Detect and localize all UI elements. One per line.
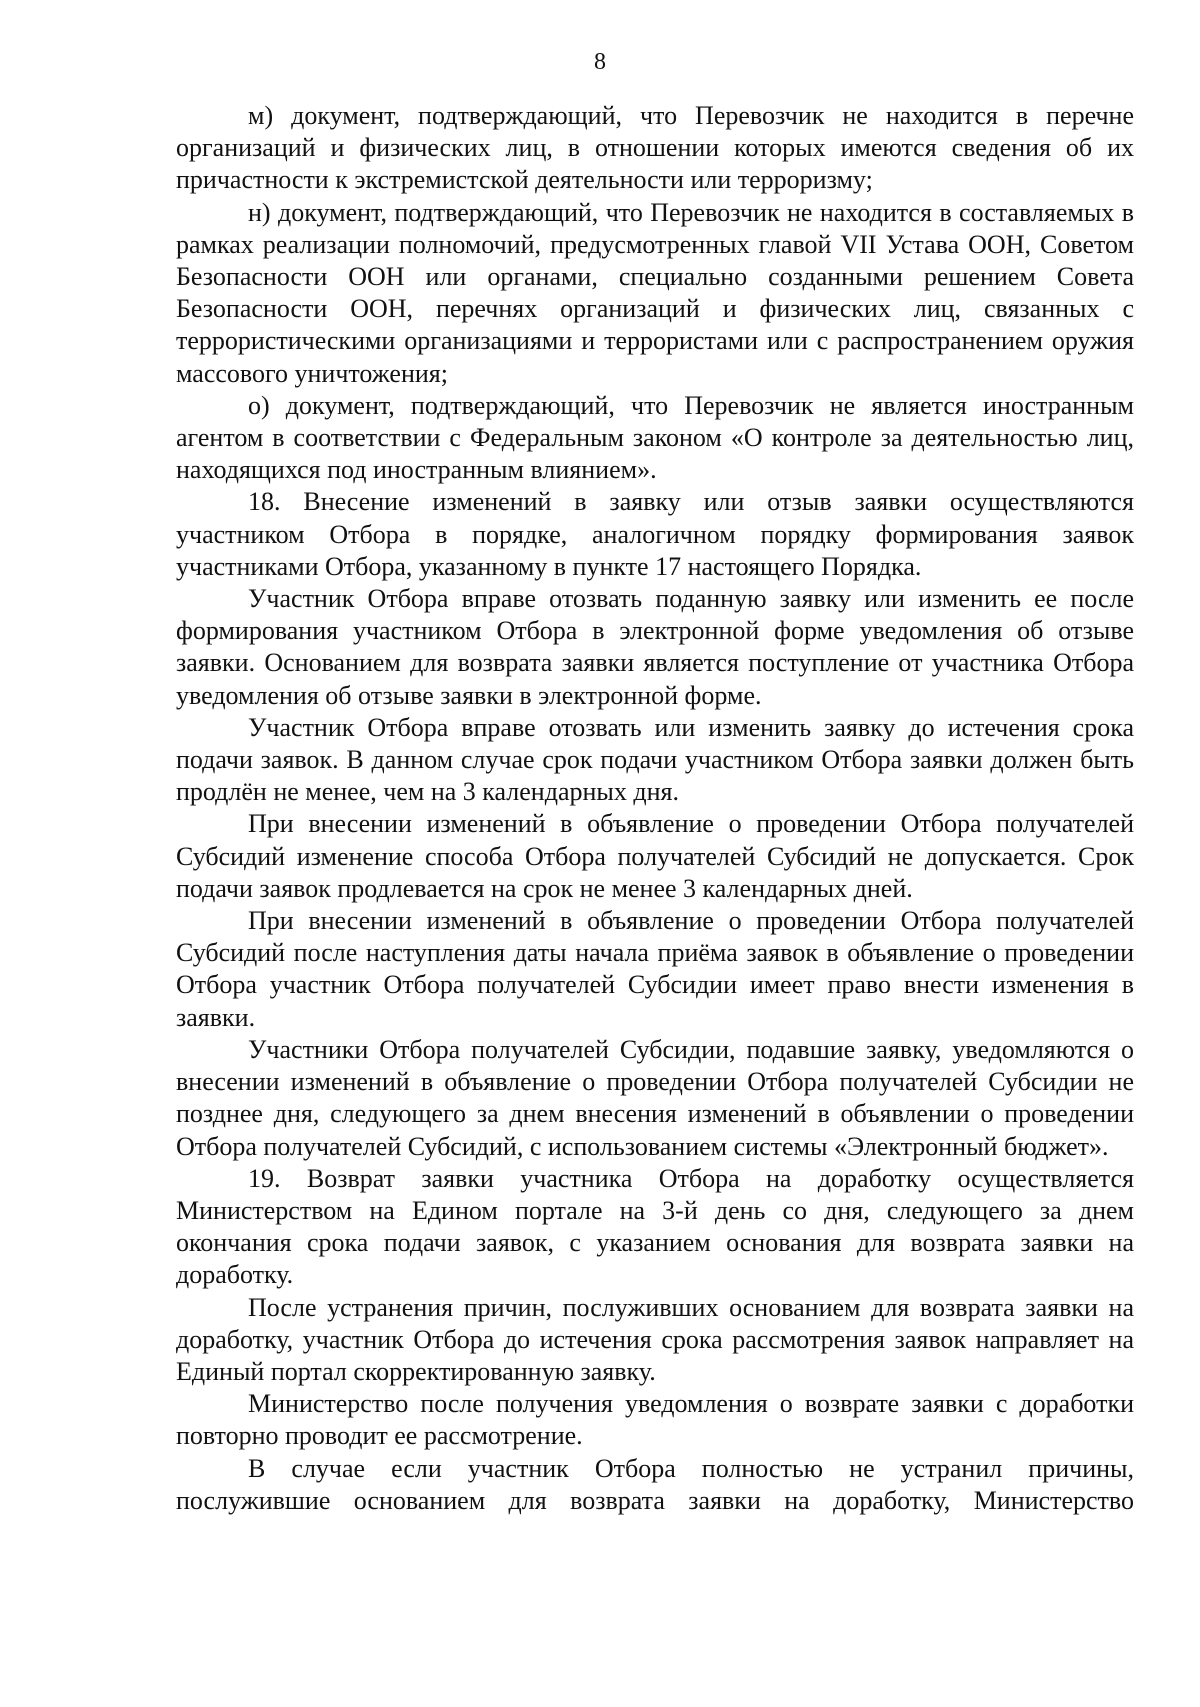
- document-body: [176, 100, 1134, 1517]
- paragraph-m: м) документ, подтверждающий, что Перевозчик не находится в перечне организаций и физических лиц, в отношении которых имеются сведения об их причастности к экстремистской деятельности или терроризму;: [176, 101, 1134, 195]
- paragraph-19: 19. Возврат заявки участника Отбора на доработку осуществляется Министерством на Едином портале на 3-й день со дня, следующего за днем окончания срока подачи заявок, с указанием основания для возврата заявки на доработку.: [176, 1163, 1134, 1290]
- paragraph-n: н) документ, подтверждающий, что Перевозчик не находится в составляемых в рамках реализации полномочий, предусмотренных главой VII Устава ООН, Советом Безопасности ООН или органами, специально созданными решением Совета Безопасности ООН, перечнях организаций и физических лиц, связанных с террористическими организациями и террористами или с распространением оружия массового уничтожения;: [176, 197, 1134, 388]
- paragraph-ministry-review: Министерство после получения уведомления о возврате заявки с доработки повторно проводит ее рассмотрение.: [176, 1389, 1134, 1451]
- page-number: 8: [594, 49, 606, 75]
- paragraph-not-corrected: В случае если участник Отбора полностью не устранил причины, послужившие основанием для возврата заявки на доработку, Министерство: [176, 1453, 1134, 1515]
- paragraph-announcement-changes: При внесении изменений в объявление о проведении Отбора получателей Субсидий изменение способа Отбора получателей Субсидий не допускается. Срок подачи заявок продлевается на срок не менее 3 календарных дней.: [176, 809, 1134, 903]
- paragraph-participants-notified: Участники Отбора получателей Субсидии, подавшие заявку, уведомляются о внесении изменений в объявление о проведении Отбора получателей Субсидии не позднее дня, следующего за днем внесения изменений в объявлении о проведении Отбора получателей Субсидий, с использованием системы «Электронный бюджет».: [176, 1034, 1134, 1161]
- paragraph-withdraw-application: Участник Отбора вправе отозвать поданную заявку или изменить ее после формирования участником Отбора в электронной форме уведомления об отзыве заявки. Основанием для возврата заявки является поступление от участника Отбора уведомления об отзыве заявки в электронной форме.: [176, 584, 1134, 710]
- paragraph-changes-after-start: При внесении изменений в объявление о проведении Отбора получателей Субсидий после наступления даты начала приёма заявок в объявление о проведении Отбора участник Отбора получателей Субсидии имеет право внести изменения в заявки.: [176, 906, 1134, 1032]
- paragraph-withdraw-deadline: Участник Отбора вправе отозвать или изменить заявку до истечения срока подачи заявок. В данном случае срок подачи участником Отбора заявки должен быть продлён не менее, чем на 3 календарных дня.: [176, 712, 1134, 807]
- paragraph-18: 18. Внесение изменений в заявку или отзыв заявки осуществляются участником Отбора в порядке, аналогичном порядку формирования заявок участниками Отбора, указанному в пункте 17 настоящего Порядка.: [176, 487, 1134, 581]
- paragraph-o: о) документ, подтверждающий, что Перевозчик не является иностранным агентом в соответствии с Федеральным законом «О контроле за деятельностью лиц, находящихся под иностранным влиянием».: [176, 390, 1134, 485]
- paragraph-after-correction: После устранения причин, послуживших основанием для возврата заявки на доработку, участник Отбора до истечения срока рассмотрения заявок направляет на Единый портал скорректированную заявку.: [176, 1292, 1134, 1386]
